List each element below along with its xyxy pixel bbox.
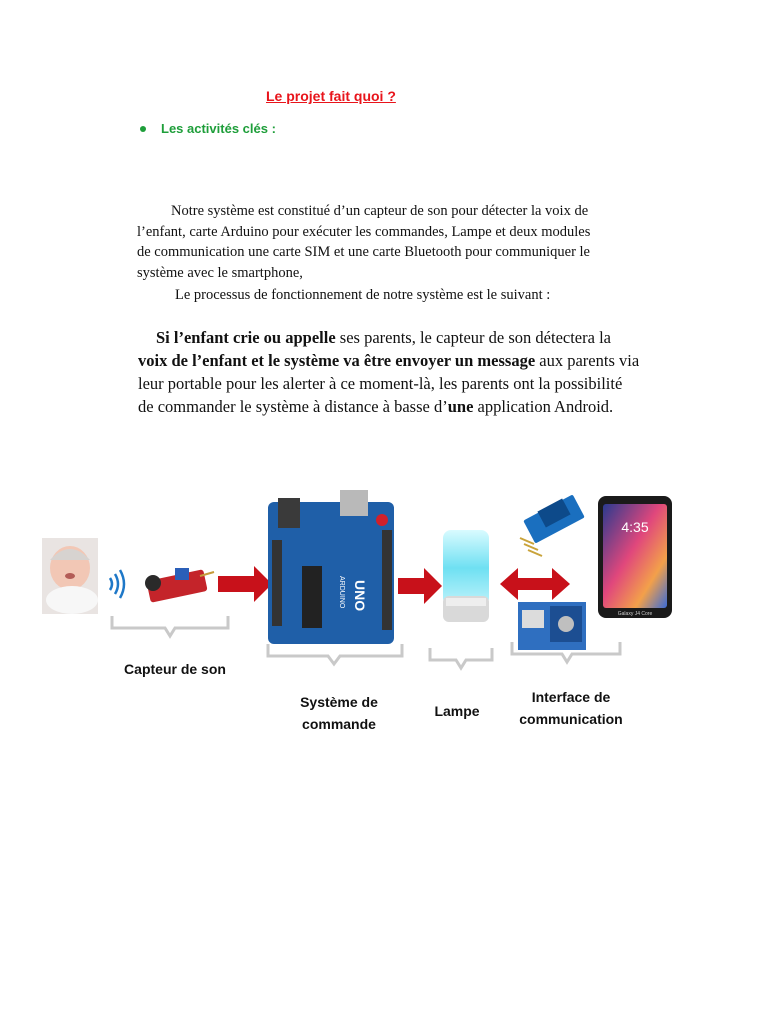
paragraph1-line3: de communication une carte SIM et une carte Bluetooth pour communiquer le [137,244,590,260]
arduino-board [268,490,394,644]
sound-waves-icon [110,570,124,598]
paragraph2-line4-start: de commander le système à distance à basse d’ [138,397,448,416]
arrow-right-icon [398,568,442,604]
gsm-module [518,602,586,650]
arrow-right-icon [218,566,272,602]
paragraph2-line4-end: application Android. [473,397,614,416]
board-brand: ARDUINO [338,576,345,609]
label-sensor: Capteur de son [124,661,226,677]
sound-sensor-module [145,568,214,603]
paragraph2-line1 [156,326,696,350]
paragraph2-line2-rest: aux parents via [535,351,640,370]
double-arrow-icon [500,568,570,600]
bluetooth-module [520,494,585,556]
label-communication-line1: Interface de [531,689,611,705]
paragraph2-line2 [138,349,678,373]
paragraph2-line1-rest: ses parents, le capteur de son détectera la [335,328,611,347]
paragraph2-line2-bold: voix de l’enfant et le système va être envoyer un message [138,351,536,370]
smartphone [598,496,672,618]
paragraph1-line4: système avec le smartphone, [137,265,303,281]
paragraph1-line1: Notre système est constitué d’un capteur de son pour détecter la voix de [171,203,589,219]
paragraph1-line2: l’enfant, carte Arduino pour exécuter les commandes, Lampe et deux modules [137,224,591,240]
paragraph2-line4-bold: une [447,397,474,416]
paragraph2-line4 [138,395,678,419]
phone-model: Galaxy J4 Core [617,611,653,617]
paragraph2-line1-bold: Si l’enfant crie ou appelle [156,328,336,347]
system-diagram [0,480,768,680]
section-subtitle: Les activités clés : [161,121,276,136]
label-communication-line2: communication [519,711,623,727]
baby-photo [42,538,98,614]
label-lamp: Lampe [434,703,480,719]
paragraph1-line5: Le processus de fonctionnement de notre système est le suivant : [175,287,551,303]
lamp [443,530,489,622]
label-control [280,691,398,735]
label-control-line2: commande [302,716,376,732]
page-title: Le projet fait quoi ? [266,88,396,104]
paragraph2-line3: leur portable pour les alerter à ce moment-là, les parents ont la possibilité [138,374,623,393]
label-control-line1: Système de [300,694,378,710]
bullet-dot [140,126,146,132]
label-communication [504,686,638,730]
svg-text:4:35: 4:35 [621,519,649,535]
board-name: UNO [352,580,368,612]
